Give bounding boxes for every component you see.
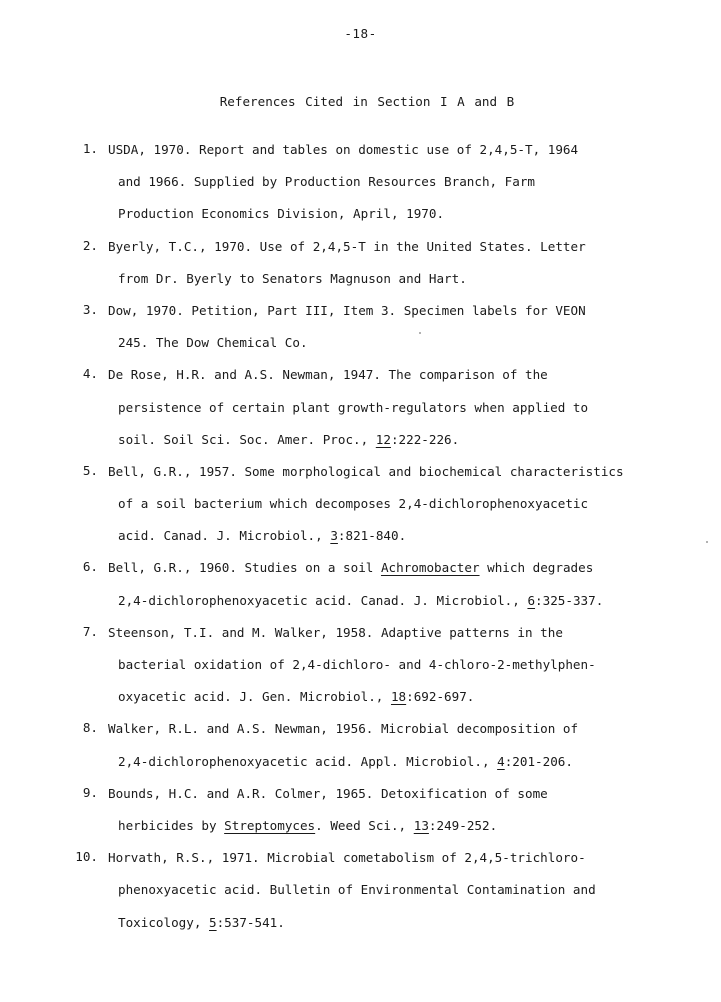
reference-number: 2. [82,237,98,253]
page-number: -18- [344,26,377,41]
reference-number: 1. [82,141,98,156]
reference-line: Toxicology, 5:537-541. [118,914,285,930]
reference-line: Bell, G.R., 1957. Some morphological and biochemical characteristics [108,463,624,479]
reference-line: 2,4-dichlorophenoxyacetic acid. Canad. J. Microbiol., 6:325-337. [118,592,604,608]
reference-item [0,366,721,463]
genus-name: Streptomyces [224,817,316,833]
reference-number: 6. [82,559,98,575]
reference-item [0,720,721,784]
reference-line: Bell, G.R., 1960. Studies on a soil Achromobacter which degrades [108,560,594,576]
reference-line: Dow, 1970. Petition, Part III, Item 3. Specimen labels for VEON [108,302,586,318]
reference-line: acid. Canad. J. Microbiol., 3:821-840. [118,528,407,544]
volume-number: 3 [330,528,338,544]
volume-number: 18 [390,689,407,705]
scan-speck [419,332,421,334]
reference-line: of a soil bacterium which decomposes 2,4-dichlorophenoxyacetic [118,496,589,512]
reference-number: 4. [82,366,98,382]
reference-item [0,302,721,366]
reference-number: 9. [82,784,98,800]
scan-speck [706,541,708,543]
reference-line: and 1966. Supplied by Production Resources Branch, Farm [118,174,536,190]
reference-line: herbicides by Streptomyces. Weed Sci., 13:249-252. [118,817,498,833]
volume-number: 6 [527,592,536,608]
reference-number: 5. [82,462,98,478]
reference-item [0,559,721,623]
reference-line: Horvath, R.S., 1971. Microbial cometabolism of 2,4,5-trichloro- [108,850,586,866]
reference-item [0,141,721,238]
reference-line: Walker, R.L. and A.S. Newman, 1956. Microbial decomposition of [108,721,579,737]
reference-item [0,463,721,560]
reference-number: 3. [82,301,98,317]
reference-line: Steenson, T.I. and M. Walker, 1958. Adaptive patterns in the [108,624,563,640]
reference-line: from Dr. Byerly to Senators Magnuson and Hart. [118,270,467,286]
reference-line: Byerly, T.C., 1970. Use of 2,4,5-T in the United States. Letter [108,238,586,254]
reference-line: soil. Soil Sci. Soc. Amer. Proc., 12:222-226. [118,431,460,447]
reference-line: persistence of certain plant growth-regulators when applied to [118,399,589,415]
reference-number: 8. [82,720,98,736]
reference-line: Bounds, H.C. and A.R. Colmer, 1965. Detoxification of some [108,785,548,801]
reference-item [0,849,721,946]
volume-number: 12 [375,431,391,447]
reference-line: 2,4-dichlorophenoxyacetic acid. Appl. Microbiol., 4:201-206. [118,753,573,769]
volume-number: 5 [209,914,217,930]
reference-line: Production Economics Division, April, 1970. [118,206,445,222]
reference-number: 7. [82,623,98,639]
genus-name: Achromobacter [380,560,480,576]
reference-line: USDA, 1970. Report and tables on domestic use of 2,4,5-T, 1964 [108,142,579,157]
page-title: References Cited in Section I A and B [219,94,515,109]
reference-line: phenoxyacetic acid. Bulletin of Environmental Contamination and [118,882,596,898]
reference-item [0,624,721,721]
reference-item [0,238,721,302]
reference-list [0,141,721,946]
volume-number: 13 [413,817,429,833]
reference-line: bacterial oxidation of 2,4-dichloro- and 4-chloro-2-methylphen- [118,657,596,672]
reference-line: De Rose, H.R. and A.S. Newman, 1947. The comparison of the [108,367,548,383]
reference-number: 10. [75,849,98,865]
reference-line: 245. The Dow Chemical Co. [118,335,308,351]
reference-line: oxyacetic acid. J. Gen. Microbiol., 18:692-697. [118,689,475,705]
reference-item [0,785,721,849]
volume-number: 4 [497,753,505,769]
